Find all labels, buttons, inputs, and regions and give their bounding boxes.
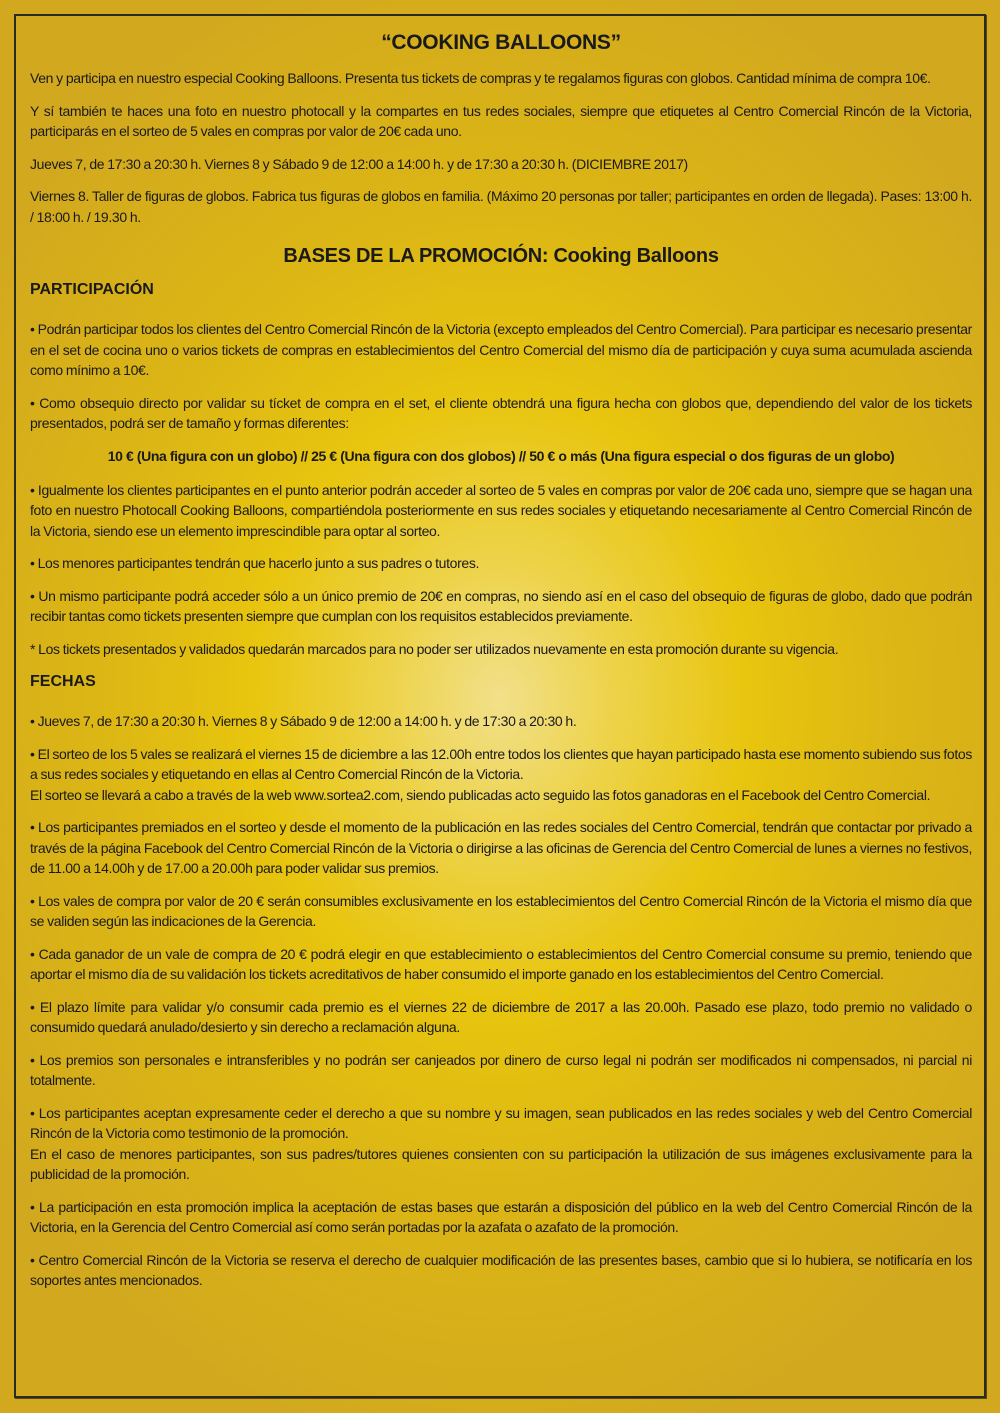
fechas-sorteo-text: • El sorteo de los 5 vales se realizará el viernes 15 de diciembre a las 12.00h entre todos los clientes que hayan participado hasta ese momento subiendo sus fotos a sus redes sociales y etiquetando en ellas al Centro Comercial Rincón de la Victoria. xyxy=(30,745,972,782)
intro-workshop: Viernes 8. Taller de figuras de globos. Fabrica tus figuras de globos en familia. (Máximo 20 personas por taller; participantes en orden de llegada). Pases: 13:00 h. / 18:00 h. / 19.30 h. xyxy=(30,188,972,225)
fechas-paragraph xyxy=(30,744,972,806)
fechas-paragraph xyxy=(30,1103,972,1185)
bases-title: BASES DE LA PROMOCIÓN: Cooking Balloons xyxy=(283,245,719,267)
participacion-paragraph: • Igualmente los clientes participantes en el punto anterior podrán acceder al sorteo de 5 vales en compras por valor de 20€ cada uno, siempre que se hagan una foto en nuestro Photocall Cooking Balloons, compartiéndola posteriormente en sus redes sociales y etiquetando necesariamente al Centro Comercial Rincón de la Victoria, siendo ese un elemento imprescindible para optar al sorteo. xyxy=(30,481,972,539)
fechas-paragraph: • Centro Comercial Rincón de la Victoria se reserva el derecho de cualquier modificación de las presentes bases, cambio que si lo hubiera, se notificaría en los soportes antes mencionados. xyxy=(30,1251,972,1288)
participacion-paragraph: • Un mismo participante podrá acceder sólo a un único premio de 20€ en compras, no siendo así en el caso del obsequio de figuras de globo, dado que podrán recibir tantas como tickets presenten siempre que cumplan con los requisitos establecidos previamente. xyxy=(30,587,972,624)
fechas-paragraph: • La participación en esta promoción implica la aceptación de estas bases que estarán a disposición del público en la web del Centro Comercial Rincón de la Victoria, en la Gerencia del Centro Comercial así como serán portadas por la azafata o azafato de la promoción. xyxy=(30,1198,972,1235)
fechas-paragraph: • Los participantes premiados en el sorteo y desde el momento de la publicación en las redes sociales del Centro Comercial, tendrán que contactar por privado a través de la página Facebook del Centro Comercial Rincón de la Victoria o dirigirse a las oficinas de Gerencia del Centro Comercial de lunes a viernes no festivos, de 11.00 a 14.00h y de 17.00 a 20.00h para poder validar sus premios. xyxy=(30,819,972,876)
intro-paragraph: Ven y participa en nuestro especial Cooking Balloons. Presenta tus tickets de compras y te regalamos figuras con globos. Cantidad mínima de compra 10€. xyxy=(30,70,931,86)
fechas-minors-consent-text: En el caso de menores participantes, son sus padres/tutores quienes consienten con su participación la utilización de sus imágenes exclusivamente para la publicidad de la promoción. xyxy=(30,1145,972,1182)
intro-schedule: Jueves 7, de 17:30 a 20:30 h. Viernes 8 y Sábado 9 de 12:00 a 14:00 h. y de 17:30 a 20:30 h. (DICIEMBRE 2017) xyxy=(30,155,688,172)
intro-paragraph: Y sí también te haces una foto en nuestro photocall y la compartes en tus redes sociales, siempre que etiquetes al Centro Comercial Rincón de la Victoria, participarás en el sorteo de 5 vales en compras por valor de 20€ cada uno. xyxy=(30,102,972,139)
page-title: “COOKING BALLOONS” xyxy=(381,31,621,54)
participacion-paragraph: • Podrán participar todos los clientes del Centro Comercial Rincón de la Victoria (excepto empleados del Centro Comercial). Para participar es necesario presentar en el set de cocina uno o varios tickets de compras en establecimientos del Centro Comercial del mismo día de participación y cuya suma acumulada ascienda como mínimo a 10€. xyxy=(30,321,972,378)
fechas-paragraph: • Los premios son personales e intransferibles y no podrán ser canjeados por dinero de curso legal ni podrán ser modificados ni compensados, ni parcial ni totalmente. xyxy=(30,1051,972,1088)
fechas-paragraph: • El plazo límite para validar y/o consumir cada premio es el viernes 22 de diciembre de 2017 a las 20.00h. Pasado ese plazo, todo premio no validado o consumido quedará anulado/desierto y sin derecho a reclamación alguna. xyxy=(30,998,972,1035)
participacion-paragraph: • Como obsequio directo por validar su tícket de compra en el set, el cliente obtendrá una figura hecha con globos que, dependiendo del valor de los tickets presentados, podrá ser de tamaño y formas diferentes: xyxy=(30,394,972,431)
fechas-paragraph: • Los vales de compra por valor de 20 € serán consumibles exclusivamente en los establecimientos del Centro Comercial Rincón de la Victoria el mismo día que se validen según las indicaciones de la Gerencia. xyxy=(30,892,972,929)
fechas-sorteo-web-text: El sorteo se llevará a cabo a través de la web www.sortea2.com, siendo publicadas acto seguido las fotos ganadoras en el Facebook del Centro Comercial. xyxy=(30,786,931,803)
document-body xyxy=(30,30,972,1303)
fechas-image-rights-text: • Los participantes aceptan expresamente ceder el derecho a que su nombre y su imagen, sean publicados en las redes sociales y web del Centro Comercial Rincón de la Victoria como testimonio de la promoción. xyxy=(30,1104,972,1141)
price-tiers: 10 € (Una figura con un globo) // 25 € (Una figura con dos globos) // 50 € o más (Una figura especial o dos figuras de un globo) xyxy=(107,447,895,464)
section-heading-participacion: PARTICIPACIÓN xyxy=(30,281,154,298)
fechas-paragraph: • Cada ganador de un vale de compra de 20 € podrá elegir en que establecimiento o establecimientos del Centro Comercial consume su premio, teniendo que aportar el mismo día de su validación los tickets acreditativos de haber consumido el importe ganado en los establecimientos del Centro Comercial. xyxy=(30,945,972,982)
section-heading-fechas: FECHAS xyxy=(30,673,96,690)
fechas-schedule: • Jueves 7, de 17:30 a 20:30 h. Viernes 8 y Sábado 9 de 12:00 a 14:00 h. y de 17:30 a 20:30 h. xyxy=(30,713,577,729)
participacion-note: * Los tickets presentados y validados quedarán marcados para no poder ser utilizados nuevamente en esta promoción durante su vigencia. xyxy=(30,640,839,657)
participacion-paragraph: • Los menores participantes tendrán que hacerlo junto a sus padres o tutores. xyxy=(30,555,480,571)
